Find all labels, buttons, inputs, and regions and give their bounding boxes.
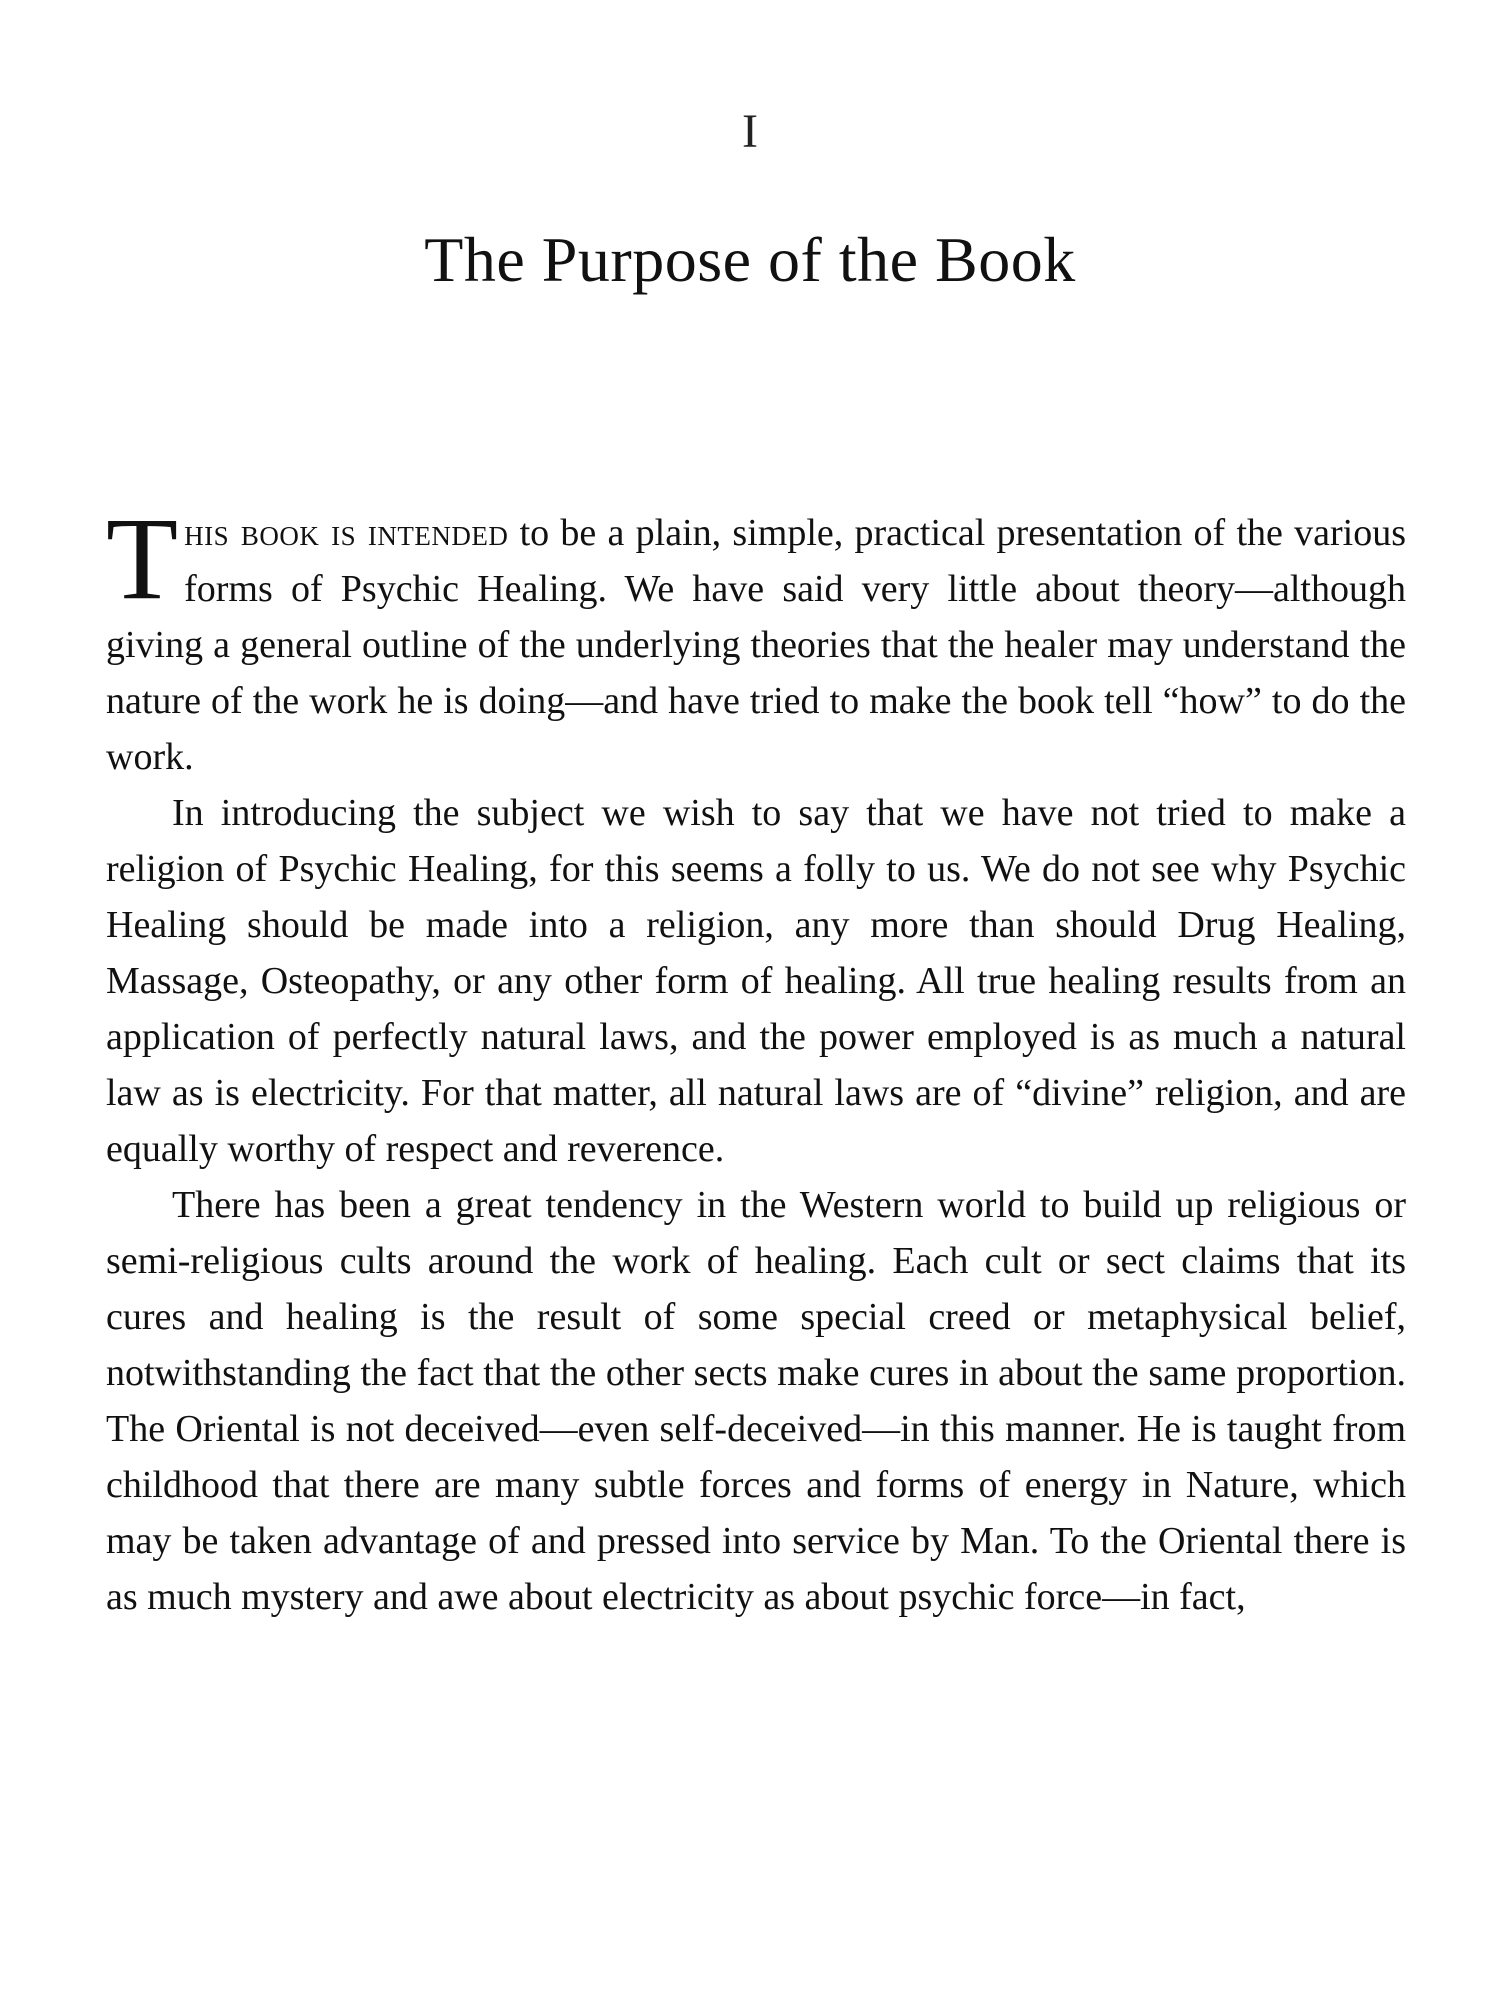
paragraph-1-text: to be a plain, simple, practical presentation of the various forms of Psychic Healing. We have said very little about theory—although giving a general outline of the underlying theories that the healer may understand the nature of the work he is doing—and have tried to make the book tell “how” to do the work. [106, 512, 1406, 778]
chapter-body [106, 493, 1406, 1625]
opening-small-caps: his book is intended [184, 512, 509, 554]
paragraph-2: In introducing the subject we wish to say that we have not tried to make a religion of Psychic Healing, for this seems a folly to us. We do not see why Psychic Healing should be made into a religion, any more than should Drug Healing, Massage, Osteopathy, or any other form of healing. All true healing results from an application of perfectly natural laws, and the power employed is as much a natural law as is electricity. For that matter, all natural laws are of “divine” religion, and are equally worthy of respect and reverence. [106, 792, 1406, 1170]
paragraph-1 [106, 493, 1406, 785]
drop-cap: T [106, 493, 179, 624]
chapter-title: The Purpose of the Book [424, 224, 1076, 295]
chapter-number: I [742, 105, 758, 158]
paragraph-3: There has been a great tendency in the Western world to build up religious or semi-religious cults around the work of healing. Each cult or sect claims that its cures and healing is the result of some special creed or metaphysical belief, notwithstanding the fact that the other sects make cures in about the same proportion. The Oriental is not deceived—even self-deceived—in this manner. He is taught from childhood that there are many subtle forces and forms of energy in Nature, which may be taken advantage of and pressed into service by Man. To the Oriental there is as much mystery and awe about electricity as about psychic force—in fact, [106, 1184, 1406, 1618]
